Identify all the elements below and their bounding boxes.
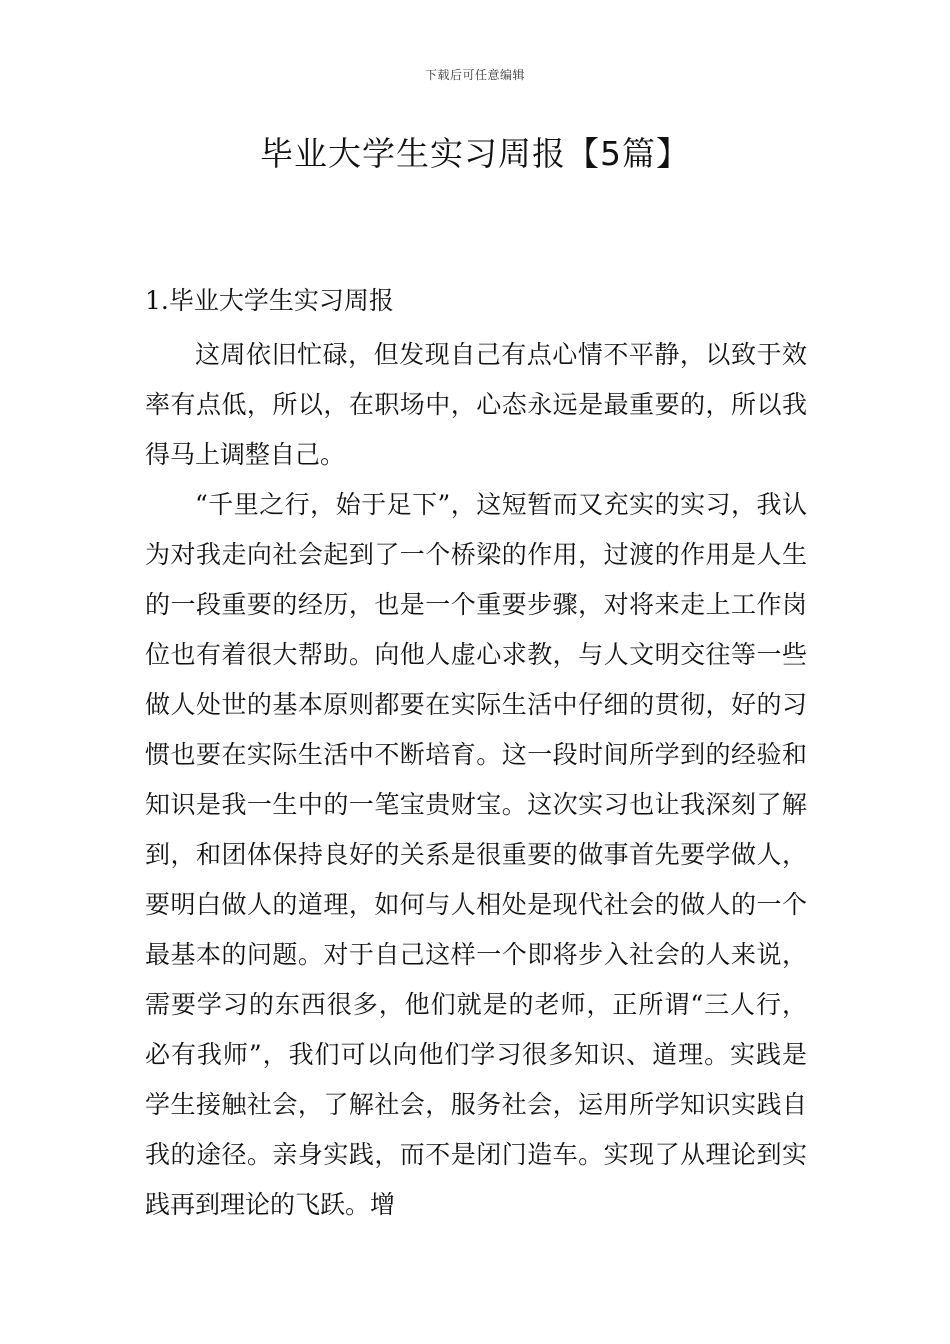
document-body [145,280,807,1230]
document-title: 毕业大学生实习周报【5篇】 [260,134,690,173]
section-heading: 1.毕业大学生实习周报 [145,286,394,315]
paragraph-1: 这周依旧忙碌，但发现自己有点心情不平静，以致于效率有点低，所以，在职场中，心态永远是最重要的，所以我得马上调整自己。 [145,340,807,469]
header-note: 下载后可任意编辑 [424,68,525,82]
paragraph-2: “千里之行，始于足下”，这短暂而又充实的实习，我认为对我走向社会起到了一个桥梁的作用，过渡的作用是人生的一段重要的经历，也是一个重要步骤，对将来走上工作岗位也有着很大帮助。向他人虚心求教，与人文明交往等一些做人处世的基本原则都要在实际生活中仔细的贯彻，好的习惯也要在实际生活中不断培育。这一段时间所学到的经验和知识是我一生中的一笔宝贵财宝。这次实习也让我深刻了解到，和团体保持良好的关系是很重要的做事首先要学做人，要明白做人的道理，如何与人相处是现代社会的做人的一个最基本的问题。对于自己这样一个即将步入社会的人来说，需要学习的东西很多，他们就是的老师，正所谓“三人行，必有我师”，我们可以向他们学习很多知识、道理。实践是学生接触社会，了解社会，服务社会，运用所学知识实践自我的途径。亲身实践，而不是闭门造车。实现了从理论到实践再到理论的飞跃。增 [145,490,807,1219]
